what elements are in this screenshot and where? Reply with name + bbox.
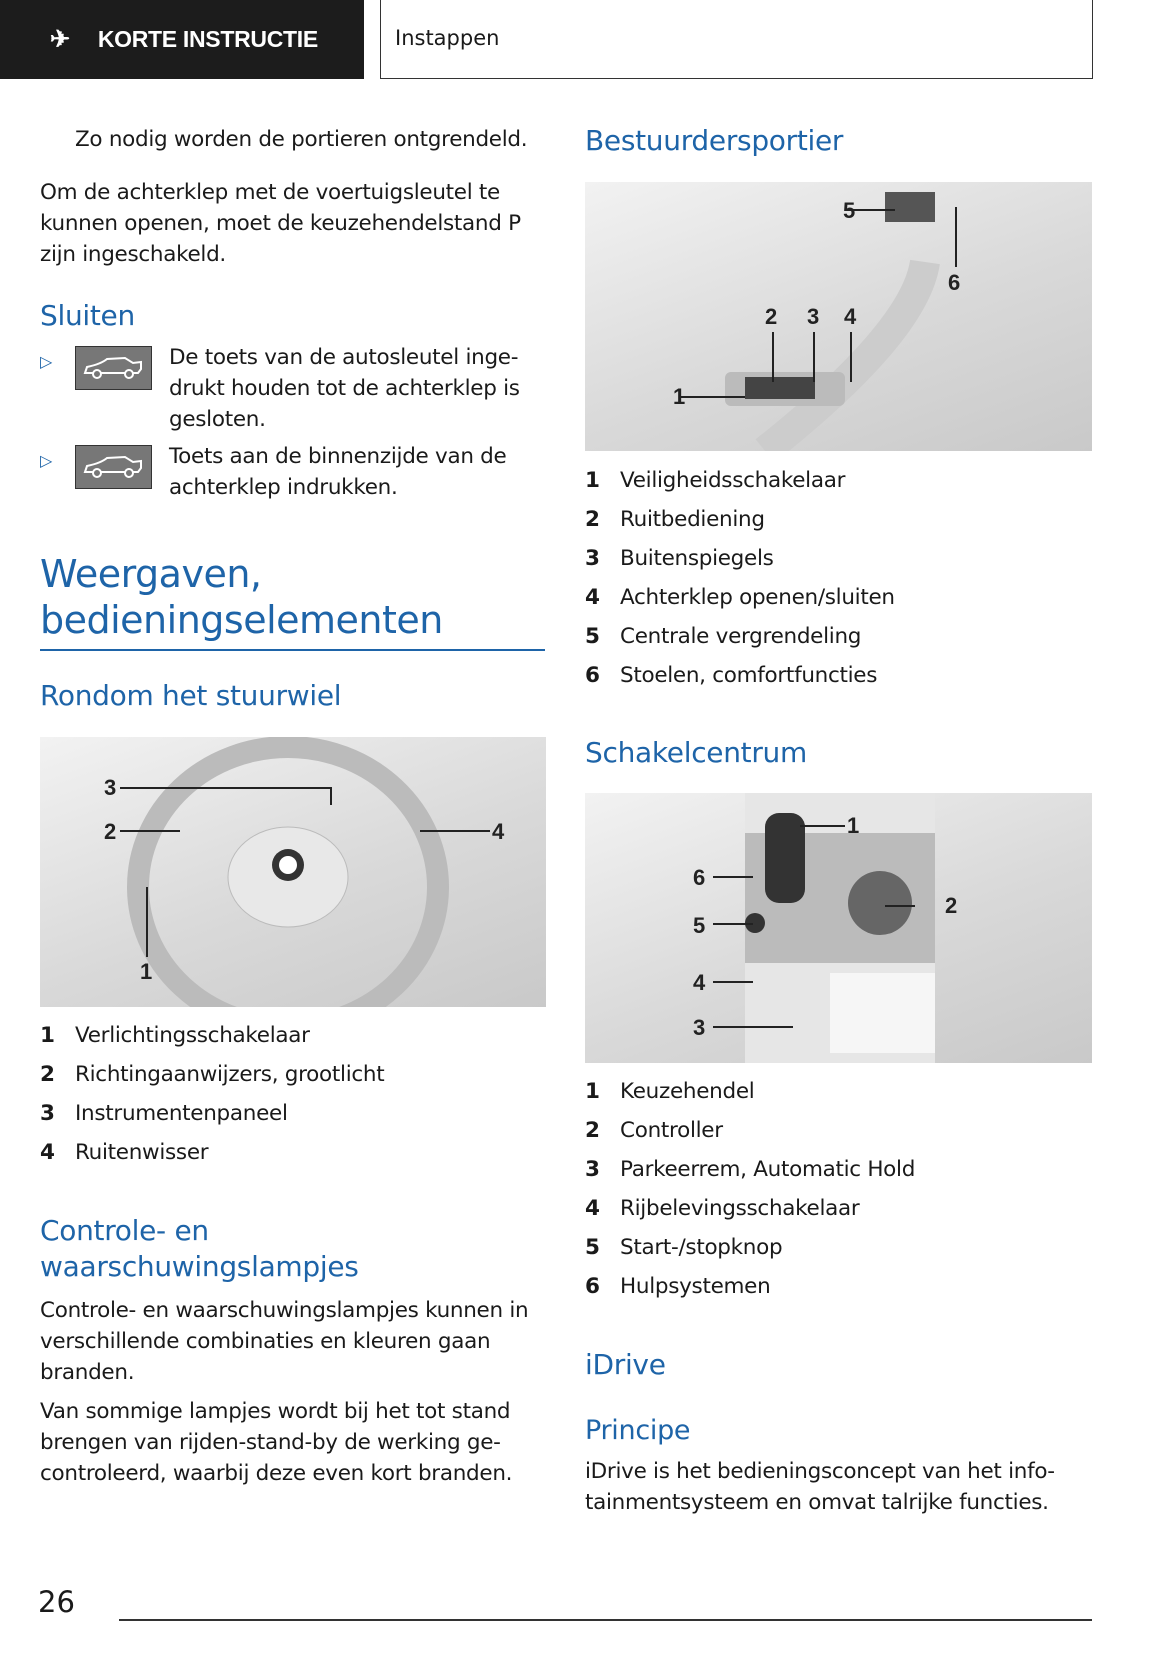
controle-heading: Controle- en waarschuwingslampjes [40, 1214, 359, 1283]
legend-number: 1 [585, 1079, 600, 1104]
center-console-illustration [585, 793, 1092, 1063]
steering-wheel-illustration [40, 737, 546, 1007]
idrive-heading: iDrive [585, 1348, 666, 1381]
legend-number: 4 [40, 1140, 55, 1165]
callout-2: 2 [104, 819, 117, 844]
callout-5: 5 [693, 913, 706, 938]
controle-paragraph-1: Controle- en waarschuwingslampjes kunnen in verschillende combinaties en kleuren gaan branden. [40, 1298, 529, 1385]
legend-number: 4 [585, 585, 600, 610]
console-legend [585, 1072, 1092, 1306]
legend-number: 5 [585, 624, 600, 649]
car-tailgate-icon [75, 445, 152, 489]
callout-3: 3 [104, 775, 117, 800]
triangle-bullet-icon: ▷ [40, 451, 53, 470]
schakel-heading: Schakelcentrum [585, 736, 807, 769]
callout-5: 5 [843, 198, 856, 223]
bullet-item [40, 342, 545, 435]
legend-number: 1 [40, 1023, 55, 1048]
legend-item: Hulpsystemen [620, 1274, 771, 1299]
divider [40, 649, 545, 651]
legend-item: Richtingaanwijzers, grootlicht [75, 1062, 385, 1087]
bullet-text: De toets van de autosleutel ingedrukt houden tot de achterklep is gesloten. [169, 345, 520, 432]
page-number: 26 [38, 1585, 75, 1619]
legend-number: 4 [585, 1196, 600, 1221]
legend-number: 3 [585, 1157, 600, 1182]
callout-1: 1 [673, 384, 686, 409]
driver-door-illustration [585, 182, 1092, 451]
idrive-paragraph: iDrive is het bedieningsconcept van het infotainmentsysteem en omvat talrijke functies. [585, 1459, 1055, 1515]
legend-number: 5 [585, 1235, 600, 1260]
legend-number: 3 [585, 546, 600, 571]
legend-item: Instrumentenpaneel [75, 1101, 288, 1126]
rondom-heading: Rondom het stuurwiel [40, 679, 342, 712]
principe-heading: Principe [585, 1415, 691, 1446]
legend-number: 2 [40, 1062, 55, 1087]
callout-4: 4 [693, 970, 706, 995]
legend-item: Achterklep openen/sluiten [620, 585, 895, 610]
legend-number: 2 [585, 507, 600, 532]
section-heading: Weergaven, bedieningselementen [40, 552, 443, 642]
callout-1: 1 [847, 813, 860, 838]
callout-2: 2 [765, 304, 778, 329]
callout-1: 1 [140, 959, 153, 984]
door-legend [585, 461, 1092, 695]
legend-item: Verlichtingsschakelaar [75, 1023, 310, 1048]
callout-3: 3 [693, 1015, 706, 1040]
legend-number: 3 [40, 1101, 55, 1126]
bestuurder-heading: Bestuurdersportier [585, 124, 844, 157]
steering-legend [40, 1016, 545, 1172]
legend-item: Start-/stopknop [620, 1235, 783, 1260]
tailgate-paragraph: Om de achterklep met de voertuigsleutel te kunnen openen, moet de keuzehendelstand P zijn ingeschakeld. [40, 180, 521, 267]
car-tailgate-icon [75, 346, 152, 390]
callout-2: 2 [945, 893, 958, 918]
pushpin-icon: ✈ [50, 26, 70, 53]
legend-item: Buitenspiegels [620, 546, 774, 571]
callout-3: 3 [807, 304, 820, 329]
bullet-item [40, 441, 545, 503]
chapter-label: Instappen [395, 26, 500, 50]
legend-item: Veiligheidsschakelaar [620, 468, 846, 493]
callout-6: 6 [948, 270, 961, 295]
callout-6: 6 [693, 865, 706, 890]
callout-4: 4 [844, 304, 857, 329]
sluiten-heading: Sluiten [40, 299, 135, 332]
chapter-tab [380, 0, 1093, 79]
legend-number: 6 [585, 663, 600, 688]
bullet-text: Toets aan de binnenzijde van de achterklep indrukken. [169, 444, 507, 500]
triangle-bullet-icon: ▷ [40, 352, 53, 371]
legend-number: 6 [585, 1274, 600, 1299]
legend-item: Parkeerrem, Automatic Hold [620, 1157, 916, 1182]
callout-4: 4 [492, 819, 505, 844]
legend-item: Stoelen, comfortfuncties [620, 663, 878, 688]
legend-number: 1 [585, 468, 600, 493]
intro-text: Zo nodig worden de portieren ontgrendeld. [75, 127, 528, 152]
legend-item: Ruitenwisser [75, 1140, 209, 1165]
legend-item: Controller [620, 1118, 723, 1143]
section-tab [0, 0, 364, 79]
legend-item: Rijbelevingsschakelaar [620, 1196, 860, 1221]
footer-rule [119, 1619, 1092, 1621]
legend-item: Centrale vergrendeling [620, 624, 862, 649]
legend-item: Keuzehendel [620, 1079, 755, 1104]
controle-paragraph-2: Van sommige lampjes wordt bij het tot stand brengen van rijden-stand-by de werking gecontroleerd, waarbij deze even kort branden. [40, 1399, 513, 1486]
legend-number: 2 [585, 1118, 600, 1143]
legend-item: Ruitbediening [620, 507, 765, 532]
section-label: KORTE INSTRUCTIE [97, 26, 318, 52]
